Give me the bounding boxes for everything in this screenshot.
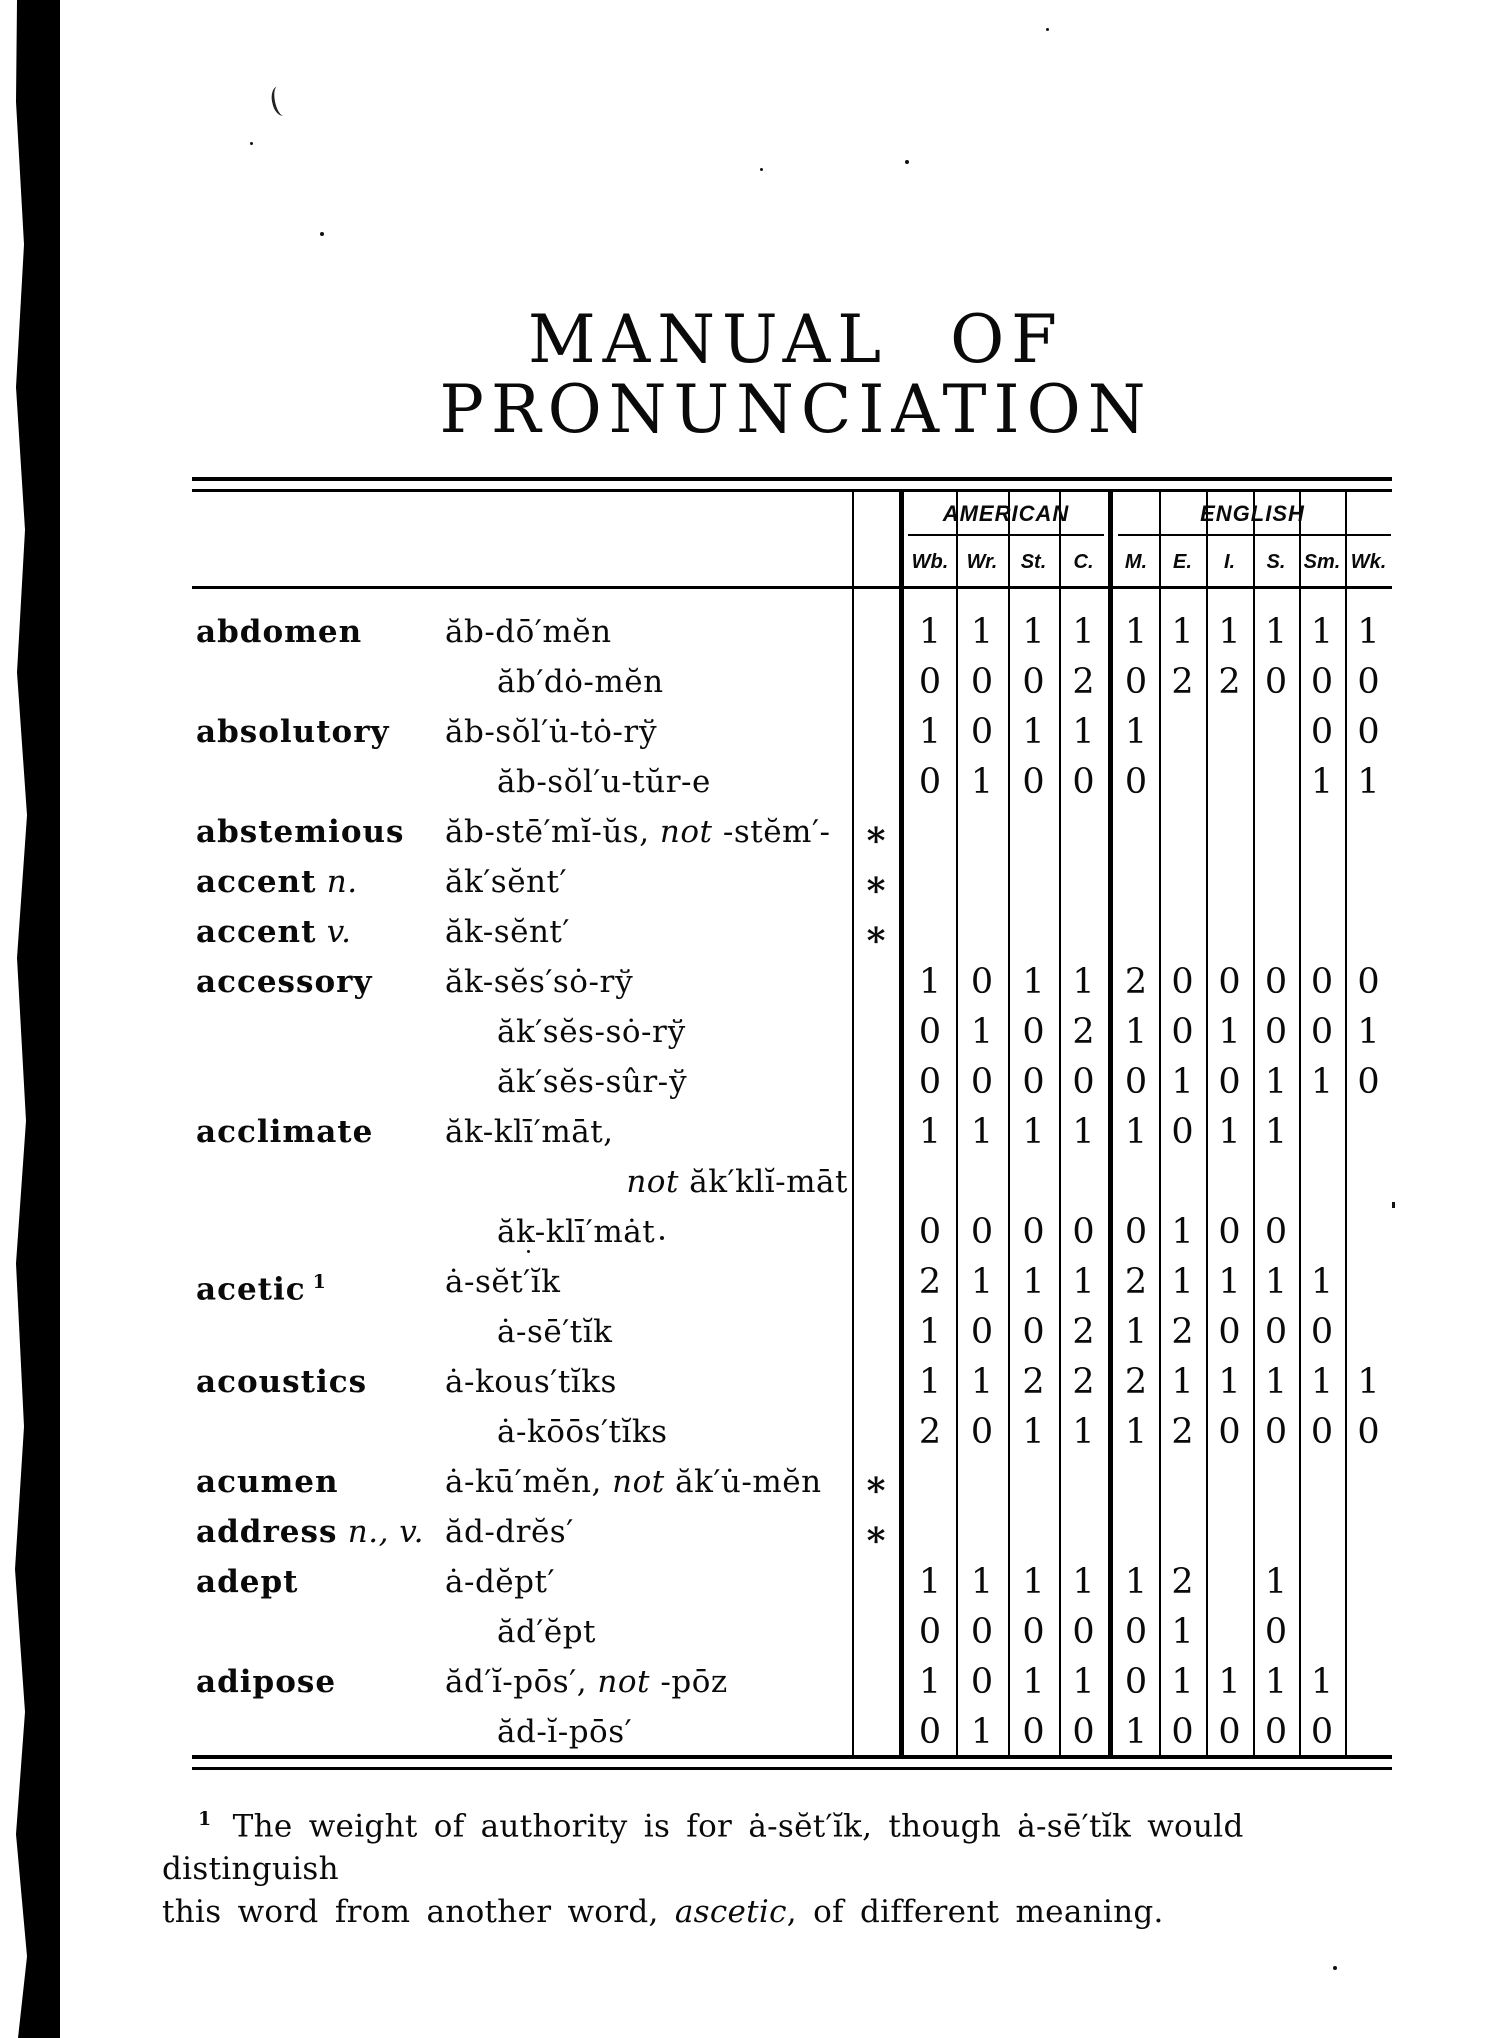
tally-cell: 1 — [1357, 762, 1380, 802]
tally-cell: 1 — [1171, 1062, 1194, 1102]
tally-cell: 1 — [1124, 612, 1148, 652]
tally-cell: 0 — [1022, 1612, 1045, 1652]
pronunciation: ăd′ĕpt — [497, 1614, 597, 1650]
tally-cell: 0 — [1022, 1212, 1045, 1252]
tally-cell: 1 — [1310, 1062, 1334, 1102]
tally-cell: 1 — [1022, 1112, 1045, 1152]
tally-cell: 1 — [918, 1362, 942, 1402]
tally-cell: 0 — [1124, 1662, 1148, 1702]
tally-cell: 0 — [918, 1712, 942, 1752]
scan-speck — [760, 168, 763, 171]
tally-cell: 2 — [1124, 1362, 1148, 1402]
tally-cell: 0 — [1310, 662, 1334, 702]
pronunciation: ăd-ĭ-pōs′ — [497, 1714, 633, 1750]
tally-cell: 0 — [1218, 962, 1241, 1002]
table-row — [0, 1057, 1502, 1107]
tally-cell: 0 — [1357, 1062, 1380, 1102]
tally-cell: 0 — [1171, 1012, 1194, 1052]
tally-cell: 1 — [1264, 1262, 1288, 1302]
tally-cell: 1 — [1022, 612, 1045, 652]
tally-cell: 0 — [1072, 1212, 1095, 1252]
headword: address n., v. — [196, 1514, 424, 1550]
tally-cell: 0 — [1310, 712, 1334, 752]
column-header-m: M. — [1124, 551, 1148, 573]
header-bottom-rule — [192, 586, 1392, 589]
tally-cell: 1 — [1022, 1662, 1045, 1702]
tally-cell: 0 — [918, 1212, 942, 1252]
tally-cell: 1 — [970, 762, 994, 802]
pronunciation: ăb-stē′mĭ-ŭs, not -stĕm′- — [445, 814, 831, 850]
tally-cell: 1 — [1022, 962, 1045, 1002]
tally-cell: 0 — [1310, 1412, 1334, 1452]
tally-cell: 1 — [970, 1262, 994, 1302]
scan-speck — [320, 232, 324, 236]
pronunciation: ăk-klī′māt, — [445, 1114, 614, 1150]
table-row — [0, 1507, 1502, 1557]
pronunciation: ăb′dȯ-mĕn — [497, 664, 664, 700]
pronunciation: ȧ-kous′tĭks — [445, 1364, 617, 1400]
scan-speck — [269, 85, 292, 118]
tally-cell: 0 — [918, 1062, 942, 1102]
tally-cell: 0 — [1022, 1312, 1045, 1352]
tally-cell: 2 — [918, 1412, 942, 1452]
tally-cell: 1 — [1264, 1112, 1288, 1152]
pronunciation: ăb-sŏl′u-tŭr-e — [497, 764, 711, 800]
asterisk-marker: ∗ — [863, 913, 889, 955]
tally-cell: 1 — [1072, 1662, 1095, 1702]
tally-cell: 0 — [1357, 712, 1380, 752]
tally-cell: 0 — [1124, 1212, 1148, 1252]
tally-cell: 1 — [1264, 612, 1288, 652]
tally-cell: 1 — [1218, 1262, 1241, 1302]
tally-cell: 0 — [1264, 1012, 1288, 1052]
tally-cell: 0 — [1264, 1312, 1288, 1352]
tally-cell: 2 — [1218, 662, 1241, 702]
tally-cell: 1 — [970, 1712, 994, 1752]
tally-cell: 1 — [1310, 1662, 1334, 1702]
table-bottom-rule-2 — [192, 1767, 1392, 1770]
tally-cell: 2 — [1171, 1312, 1194, 1352]
tally-cell: 2 — [1072, 1012, 1095, 1052]
tally-cell: 1 — [1022, 1412, 1045, 1452]
column-header-wb: Wb. — [911, 551, 949, 573]
tally-cell: 1 — [1264, 1062, 1288, 1102]
tally-cell: 1 — [1072, 612, 1095, 652]
tally-cell: 1 — [1218, 1662, 1241, 1702]
tally-cell: 1 — [1124, 1562, 1148, 1602]
tally-cell: 0 — [970, 1312, 994, 1352]
tally-cell: 1 — [918, 712, 942, 752]
tally-cell: 1 — [1022, 1262, 1045, 1302]
tally-cell: 0 — [1218, 1212, 1241, 1252]
tally-cell: 1 — [1171, 1362, 1194, 1402]
tally-cell: 0 — [970, 962, 994, 1002]
tally-cell: 0 — [970, 1212, 994, 1252]
scan-speck — [250, 142, 253, 145]
table-row — [0, 1607, 1502, 1657]
tally-cell: 0 — [1357, 1412, 1380, 1452]
tally-cell: 0 — [970, 1662, 994, 1702]
pronunciation: ăk′sĕs-sûr-ў — [497, 1064, 688, 1100]
tally-cell: 1 — [1218, 612, 1241, 652]
pronunciation: ăk-klī′mȧt — [497, 1214, 656, 1250]
tally-cell: 1 — [1124, 1412, 1148, 1452]
tally-cell: 2 — [1124, 962, 1148, 1002]
headword: accent v. — [196, 914, 352, 950]
headword: adipose — [196, 1664, 337, 1700]
page-title: MANUAL OF PRONUNCIATION — [439, 301, 1153, 448]
tally-cell: 0 — [1310, 962, 1334, 1002]
table-row — [0, 1157, 1502, 1207]
pronunciation: ăk-sĕnt′ — [445, 914, 570, 950]
tally-cell: 1 — [1357, 612, 1380, 652]
tally-cell: 1 — [1171, 1212, 1194, 1252]
tally-cell: 1 — [1171, 1262, 1194, 1302]
footnote-line: $^1$ The weight of authority is for ȧ-sĕt′ĭk, though ȧ-sē′tĭk would distinguish — [162, 1808, 1244, 1888]
footnote — [162, 1798, 1406, 1934]
table-row — [0, 1407, 1502, 1457]
tally-cell: 2 — [1022, 1362, 1045, 1402]
table-row — [0, 1657, 1502, 1707]
pronunciation: ăb-sŏl′u̇-tȯ-rў — [445, 714, 658, 750]
tally-cell: 1 — [1171, 1612, 1194, 1652]
column-header-e: E. — [1173, 551, 1192, 573]
tally-cell: 1 — [1124, 1012, 1148, 1052]
tally-cell: 0 — [1310, 1712, 1334, 1752]
table-row — [0, 807, 1502, 857]
tally-cell: 2 — [1072, 1312, 1095, 1352]
group-header-american: AMERICAN — [942, 501, 1070, 526]
headword: adept — [196, 1564, 299, 1600]
tally-cell: 0 — [1022, 662, 1045, 702]
tally-cell: 1 — [1310, 1262, 1334, 1302]
tally-cell: 2 — [1171, 1562, 1194, 1602]
headword: acclimate — [196, 1114, 374, 1150]
tally-cell: 0 — [1072, 1712, 1095, 1752]
tally-cell: 1 — [1124, 1712, 1148, 1752]
tally-cell: 2 — [1171, 1412, 1194, 1452]
headword: accessory — [196, 964, 373, 1000]
tally-cell: 1 — [918, 1562, 942, 1602]
tally-cell: 1 — [1022, 1562, 1045, 1602]
tally-cell: 0 — [1264, 1212, 1288, 1252]
scan-speck — [1333, 1966, 1337, 1970]
tally-cell: 0 — [918, 1012, 942, 1052]
column-header-sm: Sm. — [1303, 551, 1341, 573]
pronunciation: ăk′sĕs-sȯ-rў — [497, 1014, 687, 1050]
tally-cell: 1 — [1310, 1362, 1334, 1402]
table-row — [0, 1307, 1502, 1357]
pronunciation: ȧ-sĕt′ĭk — [445, 1264, 561, 1300]
tally-cell: 2 — [1171, 662, 1194, 702]
table-row — [0, 657, 1502, 707]
tally-cell: 1 — [918, 1112, 942, 1152]
pronunciation: ăk′sĕnt′ — [445, 864, 568, 900]
headword: abstemious — [196, 814, 405, 850]
table-row — [0, 907, 1502, 957]
tally-cell: 0 — [1264, 1712, 1288, 1752]
american-underline — [908, 534, 1104, 536]
tally-cell: 1 — [970, 612, 994, 652]
pronunciation: ȧ-sē′tĭk — [497, 1314, 613, 1350]
headword: acoustics — [196, 1364, 368, 1400]
pronunciation: ăb-dō′mĕn — [445, 614, 612, 650]
tally-cell: 0 — [1310, 1312, 1334, 1352]
column-header-st: St. — [1020, 551, 1047, 573]
table-row — [0, 1007, 1502, 1057]
headword: acumen — [196, 1464, 339, 1500]
group-header-english: ENGLISH — [1200, 501, 1305, 526]
table-top-rule-1 — [192, 477, 1392, 481]
headword: absolutory — [196, 714, 390, 750]
asterisk-marker: ∗ — [863, 1463, 889, 1505]
tally-cell: 0 — [1124, 1062, 1148, 1102]
table-row — [0, 857, 1502, 907]
tally-cell: 1 — [1124, 1312, 1148, 1352]
tally-cell: 0 — [1264, 662, 1288, 702]
tally-cell: 0 — [1171, 962, 1194, 1002]
column-header-i: I. — [1223, 551, 1236, 573]
pronunciation: not ăk′klĭ-māt — [626, 1164, 848, 1200]
tally-cell: 0 — [1124, 762, 1148, 802]
table-row — [0, 757, 1502, 807]
tally-cell: 0 — [1218, 1712, 1241, 1752]
tally-cell: 1 — [1124, 1112, 1148, 1152]
tally-cell: 0 — [1218, 1062, 1241, 1102]
tally-cell: 0 — [970, 1612, 994, 1652]
table-row — [0, 707, 1502, 757]
column-header-wr: Wr. — [966, 551, 998, 573]
tally-cell: 1 — [1072, 1262, 1095, 1302]
tally-cell: 0 — [918, 1612, 942, 1652]
tally-cell: 0 — [970, 1412, 994, 1452]
footnote-line: this word from another word, ascetic, of different meaning. — [162, 1894, 1164, 1931]
table-row — [0, 1207, 1502, 1257]
scan-speck — [1046, 28, 1049, 31]
table-row — [0, 1257, 1502, 1307]
tally-cell: 0 — [1310, 1012, 1334, 1052]
tally-cell: 1 — [1171, 1662, 1194, 1702]
tally-cell: 1 — [1218, 1112, 1241, 1152]
tally-cell: 1 — [1072, 1412, 1095, 1452]
pronunciation: ȧ-kōōs′tĭks — [497, 1414, 668, 1450]
tally-cell: 0 — [970, 1062, 994, 1102]
tally-cell: 2 — [1072, 1362, 1095, 1402]
tally-cell: 0 — [1218, 1412, 1241, 1452]
tally-cell: 2 — [1124, 1262, 1148, 1302]
tally-cell: 0 — [1124, 1612, 1148, 1652]
column-header-s: S. — [1266, 551, 1286, 573]
tally-cell: 1 — [1264, 1662, 1288, 1702]
tally-cell: 0 — [918, 662, 942, 702]
tally-cell: 2 — [1072, 662, 1095, 702]
tally-cell: 0 — [1022, 1012, 1045, 1052]
table-row — [0, 1357, 1502, 1407]
tally-cell: 0 — [1264, 1412, 1288, 1452]
tally-cell: 0 — [970, 662, 994, 702]
tally-cell: 1 — [1218, 1362, 1241, 1402]
tally-cell: 1 — [1310, 612, 1334, 652]
column-header-wk: Wk. — [1350, 551, 1387, 573]
tally-cell: 2 — [918, 1262, 942, 1302]
tally-cell: 1 — [1357, 1362, 1380, 1402]
tally-cell: 0 — [970, 712, 994, 752]
table-row — [0, 957, 1502, 1007]
table-row — [0, 1107, 1502, 1157]
tally-cell: 1 — [970, 1012, 994, 1052]
tally-cell: 1 — [1072, 1562, 1095, 1602]
tally-cell: 0 — [1171, 1112, 1194, 1152]
table-row — [0, 1557, 1502, 1607]
tally-cell: 1 — [918, 962, 942, 1002]
tally-cell: 1 — [1357, 1012, 1380, 1052]
tally-cell: 1 — [970, 1362, 994, 1402]
headword: abdomen — [196, 614, 363, 650]
tally-cell: 1 — [918, 1312, 942, 1352]
tally-cell: 0 — [1357, 662, 1380, 702]
table-row — [0, 607, 1502, 657]
tally-cell: 1 — [1310, 762, 1334, 802]
tally-cell: 0 — [1072, 1612, 1095, 1652]
tally-cell: 0 — [1218, 1312, 1241, 1352]
table-row — [0, 1707, 1502, 1757]
table-row — [0, 1457, 1502, 1507]
tally-cell: 0 — [1357, 962, 1380, 1002]
table-top-rule-2 — [192, 489, 1392, 492]
tally-cell: 1 — [1072, 712, 1095, 752]
tally-cell: 0 — [1171, 1712, 1194, 1752]
tally-cell: 1 — [1072, 962, 1095, 1002]
column-header-c: C. — [1073, 551, 1094, 573]
tally-cell: 0 — [918, 762, 942, 802]
tally-cell: 0 — [1022, 1062, 1045, 1102]
pronunciation: ȧ-dĕpt′ — [445, 1564, 555, 1600]
scan-speck — [905, 160, 909, 164]
tally-cell: 1 — [970, 1112, 994, 1152]
tally-cell: 1 — [970, 1562, 994, 1602]
headword: accent n. — [196, 864, 358, 900]
tally-cell: 0 — [1022, 1712, 1045, 1752]
asterisk-marker: ∗ — [863, 863, 889, 905]
pronunciation: ăk-sĕs′sȯ-rў — [445, 964, 634, 1000]
tally-cell: 1 — [1264, 1562, 1288, 1602]
tally-cell: 0 — [1264, 1612, 1288, 1652]
tally-cell: 1 — [1022, 712, 1045, 752]
tally-cell: 1 — [1072, 1112, 1095, 1152]
tally-cell: 0 — [1124, 662, 1148, 702]
tally-cell: 0 — [1022, 762, 1045, 802]
tally-cell: 1 — [1218, 1012, 1241, 1052]
tally-cell: 0 — [1264, 962, 1288, 1002]
tally-cell: 1 — [918, 1662, 942, 1702]
asterisk-marker: ∗ — [863, 813, 889, 855]
headword: acetic $^1$ — [196, 1271, 326, 1308]
tally-cell: 0 — [1072, 762, 1095, 802]
tally-cell: 1 — [918, 612, 942, 652]
asterisk-marker: ∗ — [863, 1513, 889, 1555]
tally-cell: 1 — [1171, 612, 1194, 652]
tally-cell: 1 — [1264, 1362, 1288, 1402]
pronunciation: ȧ-kū′mĕn, not ăk′u̇-mĕn — [445, 1464, 822, 1500]
tally-cell: 1 — [1124, 712, 1148, 752]
pronunciation: ăd′ĭ-pōs′, not -pōz — [445, 1664, 728, 1700]
tally-cell: 0 — [1072, 1062, 1095, 1102]
pronunciation: ăd-drĕs′ — [445, 1514, 574, 1550]
